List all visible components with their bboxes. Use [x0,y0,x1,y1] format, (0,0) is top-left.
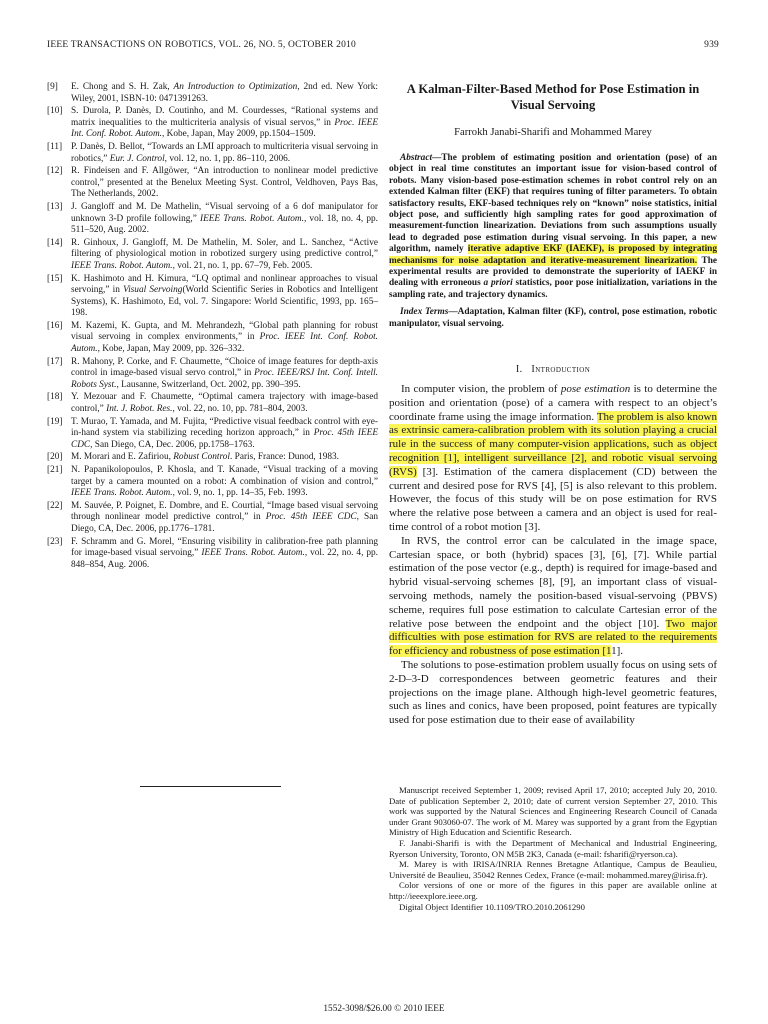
text-run: , San Diego, CA, Dec. 2006, pp.1776–1781. [71,512,378,534]
text-run: —The problem of estimating position and orientation (pose) of an object in real time constitutes an important issue for vision-based control of robots. Many vision-based pose-estimation schemes in robot control rely on an extended Kalman filter (EKF) that requires tuning of filter parameters. To obtain satisfactory results, EKF-based techniques rely on “known” noise statistics, initial object pose, and sufficiently high sampling rates for good approximation of measurement-function linearization. Deviations from such assumptions usually lead to degraded pose estimation during visual servoing. In this paper, a new algorithm, namely [389,153,717,255]
text-run: , vol. 22, no. 10, pp. 781–804, 2003. [172,404,308,415]
text-run: J. Gangloff and M. De Mathelin, “Visual servoing of a 6 dof manipulator for unknown 3-D profile following,” [71,201,378,224]
abstract [389,153,717,301]
italic-text: Index Terms [400,307,449,318]
reference-text [71,501,378,536]
copyright-footer: 1552-3098/$26.00 © 2010 IEEE [323,1004,445,1014]
footnote-divider [140,786,281,787]
text-run: (World Scientific Series in Robotics and Intelligent Systems), K. Hashimoto, Ed, vol. 7. Singapore: World Scientific, 1993, pp. 165–198. [71,285,378,319]
text-run: The experimental results are provided to demonstrate the superiority of IAEKF in dealing with erroneous [389,255,717,289]
text-run: , Kobe, Japan, May 2009, pp. 326–332. [97,344,245,355]
reference-item [47,452,378,464]
footnotes [389,785,717,912]
text-run: M. Kazemi, K. Gupta, and M. Mehrandezh, “Global path planning for robust visual servoing in complex environments,” in [71,320,378,343]
reference-number: [10] [47,106,63,117]
reference-item [47,106,378,141]
text-run: , vol. 18, no. 4, pp. 511–520, Aug. 2002. [71,213,378,236]
reference-text [71,321,378,356]
paper-title: A Kalman-Filter-Based Method for Pose Estimation in Visual Servoing [406,82,700,112]
reference-text [71,238,378,273]
reference-text [71,142,378,165]
reference-number: [22] [47,500,63,511]
italic-text: Int. J. Robot. Res. [106,404,173,415]
italic-text: Eur. J. Control [109,153,165,164]
reference-number: [18] [47,392,63,403]
reference-number: [19] [47,416,63,427]
reference-number: [16] [47,320,63,331]
italic-text: IEEE Trans. Robot. Autom. [199,213,304,224]
reference-text [71,202,378,237]
reference-item [47,465,378,500]
reference-text [71,417,378,452]
italic-text: pose estimation [560,383,631,396]
page-number: 939 [704,40,719,50]
highlighted-text: iterative adaptive EKF (IAEKF), is proposed by integrating mechanisms for noise adaptation and iterative-measurement linearization. [389,244,717,266]
reference-item [47,321,378,356]
reference-text [71,392,378,415]
text-run: —Adaptation, Kalman filter (KF), control, pose estimation, robotic manipulator, visual servoing. [389,307,717,329]
text-run: In computer vision, the problem of [401,383,561,396]
reference-item [47,202,378,237]
reference-number: [15] [47,273,63,284]
italic-text: IEEE Trans. Robot. Autom. [71,260,173,271]
reference-number: [11] [47,141,63,152]
section-number: I. [515,364,523,376]
reference-number: [23] [47,536,63,547]
reference-text [71,106,378,141]
text-run: , Kobe, Japan, May 2009, pp.1504–1509. [162,129,316,140]
reference-item [47,392,378,415]
reference-text [71,82,378,105]
text-run: N. Papanikolopoulos, P. Khosla, and T. Kanade, “Visual tracking of a moving target by a camera mounted on a robot: A combination of vision and control,” [71,465,378,487]
text-run: . Paris, France: Dunod, 1983. [230,452,339,463]
reference-text [71,465,378,500]
italic-text: Proc. IEEE Int. Conf. Robot. Autom. [71,332,378,355]
text-run: R. Mahony, P. Corke, and F. Chaumette, “Choice of image features for depth-axis control in image-based visual servo control,” in [71,356,378,379]
text-run: , vol. 12, no. 1, pp. 86–110, 2006. [164,153,291,164]
italic-text: IEEE Trans. Robot. Autom. [201,548,305,559]
text-run: R. Findeisen and F. Allgöwer, “An introduction to nonlinear model predictive control,” presented at the Benelux Meeting Syst. Control, Veldhoven, Pays Bas, The Netherlands, 2002. [71,166,378,200]
text-run: M. Morari and E. Zafiriou, [71,452,174,463]
italic-text: An Introduction to Optimization [173,82,298,92]
text-run: K. Hashimoto and H. Kimura, “LQ optimal and nonlinear approaches to visual servoing,” in [71,273,378,296]
reference-text [71,274,378,320]
section-title: Introduction [531,364,591,376]
body-paragraph [389,383,717,535]
reference-item [47,82,378,105]
journal-header: IEEE TRANSACTIONS ON ROBOTICS, VOL. 26, NO. 5, OCTOBER 2010 [47,40,356,50]
reference-item [47,501,378,536]
text-run: The solutions to pose-estimation problem usually focus on using sets of 2-D–3-D correspondences between geometric features and their projections on the image plane. Although high-level geometric features, such as lines and conics, have been proposed, point features are typically used for pose estimation due to their ease of availability [389,659,717,727]
text-run: , vol. 21, no. 1, pp. 67–79, Feb. 2005. [172,260,313,271]
text-run: T. Murao, T. Yamada, and M. Fujita, “Predictive visual feedback control with eye-in-hand system via stabilizing receding horizon approach,” in [71,416,378,439]
text-run: P. Danès, D. Bellot, “Towards an LMI approach to multicriteria visual servoing in robotics,” [71,141,378,164]
italic-text: Proc. 45th IEEE CDC [265,512,357,523]
text-run: is to determine the position and orientation (pose) of a camera with respect to an object’s coordinate frame using the image information. [389,383,718,423]
highlighted-text: Two major difficulties with pose estimation for RVS are related to the requirements for efficiency and robustness of pose estimation [1 [389,617,717,658]
introduction-body [389,383,717,728]
reference-item [47,357,378,392]
footnote-paragraph: Color versions of one or more of the figures in this paper are available online at http://ieeexplore.ieee.org. [389,880,717,901]
italic-text: Visual Servoing [123,285,183,296]
reference-text [71,357,378,392]
reference-number: [9] [47,82,58,92]
reference-number: [17] [47,356,63,367]
text-run: M. Sauvée, P. Poignet, E. Dombre, and E. Courtial, “Image based visual servoing through nonlinear model predictive control,” in [71,500,378,523]
italic-text: Robust Control [173,452,230,463]
text-run: , San Diego, CA, Dec. 2006, pp.1758–1763. [90,439,255,450]
right-column [389,82,717,728]
reference-text [71,452,378,464]
reference-item [47,537,378,572]
reference-item [47,274,378,320]
italic-text: IEEE Trans. Robot. Autom. [71,488,173,499]
footnote-paragraph: Manuscript received September 1, 2009; revised April 17, 2010; accepted July 20, 2010. Date of publication September 2, 2010; date of current version September 27, 2010. This work was supported by the Natural Sciences and Engineering Research Council of Canada under Grant 903060-07. The work of M. Marey was supported by a grant from the Egyptian Ministry of High Education and Scientific Research. [389,785,717,838]
text-run: Y. Mezouar and F. Chaumette, “Optimal camera trajectory with image-based control,” [71,392,378,415]
reference-number: [20] [47,452,63,463]
text-run: , vol. 22, no. 4, pp. 848–854, Aug. 2006. [71,548,378,570]
reference-number: [21] [47,465,63,475]
text-run: E. Chong and S. H. Zak, [71,82,174,92]
reference-list [47,82,378,572]
body-paragraph [389,535,717,659]
text-run: , Lausanne, Switzerland, Oct. 2002, pp. 390–395. [116,379,301,390]
highlighted-text: The problem is also known as extrinsic camera-calibration problem with its solution playing a crucial rule in the success of many computer-vision applications, such as object recognition [1], intelligent surveillance [2], and robotic visual servoing (RVS) [389,410,717,478]
text-run: [3]. Estimation of the camera displacement (CD) between the current and desired pose for RVS [4], [5] is also relevant to this problem. However, the focus of this study will be on pose estimation for RVS where the relative pose between a camera and an object is used for real-time control of a robot motion [3]. [389,465,717,534]
section-heading [389,364,717,375]
italic-text: Proc. 45th IEEE CDC [71,428,378,450]
reference-item [47,166,378,201]
paper-authors: Farrokh Janabi-Sharifi and Mohammed Marey [454,127,652,138]
index-terms [389,307,717,330]
reference-item [47,238,378,273]
reference-item [47,417,378,452]
text-run: R. Ginhoux, J. Gangloff, M. De Mathelin, M. Soler, and L. Sanchez, “Active filtering of physiological motion in robotized surgery using predictive control,” [71,237,378,260]
body-paragraph [389,659,717,728]
italic-text: Proc. IEEE/RSJ Int. Conf. Intell. Robots Syst. [71,368,378,390]
footnote-paragraph: F. Janabi-Sharifi is with the Department of Mechanical and Industrial Engineering, Ryerson University, Toronto, ON M5B 2K3, Canada (e-mail: fsharifi@ryerson.ca). [389,837,717,859]
text-run: In RVS, the control error can be calculated in the image space, Cartesian space, or both (hybrid) spaces [3], [6], [7]. While partial estimation of the pose vector (e.g., depth) is required for image-based and hybrid visual-servoing schemes [8], [9], an important class of visual-servoing methods, namely the position-based visual-servoing (PBVS) scheme, requires full pose estimation to calculate Cartesian error of the relative pose between the endpoint and the object [10]. [389,534,717,630]
footnote-paragraph: Digital Object Identifier 10.1109/TRO.2010.2061290 [399,901,585,912]
reference-text [71,166,378,201]
text-run: statistics, poor pose initialization, variations in the sampling rate, and trajectory dynamics. [389,278,718,300]
text-run: F. Schramm and G. Morel, “Ensuring visibility in calibration-free path planning for image-based visual servoing,” [71,536,378,559]
reference-number: [14] [47,237,63,248]
italic-text: Abstract [400,153,433,163]
italic-text: Proc. IEEE Int. Conf. Robot. Autom. [71,117,378,140]
reference-number: [12] [47,166,63,177]
text-run: S. Durola, P. Danès, D. Coutinho, and M. Courdesses, “Rational systems and matrix inequalities to the multicriteria analysis of visual servos,” in [71,106,378,128]
text-run: 1]. [611,645,624,658]
text-run: , 2nd ed. New York: Wiley, 2001, ISBN-10: 0471391263. [71,82,378,104]
reference-text [71,537,378,572]
italic-text: a priori [483,278,513,289]
footnote-paragraph: M. Marey is with IRISA/INRIA Rennes Bretagne Atlantique, Campus de Beaulieu, Université de Beaulieu, 35042 Rennes Cedex, France (e-mail: mohammed.marey@irisa.fr). [389,859,717,880]
text-run: , vol. 9, no. 1, pp. 14–35, Feb. 1993. [172,488,308,499]
reference-number: [13] [47,201,63,212]
reference-item [47,142,378,165]
